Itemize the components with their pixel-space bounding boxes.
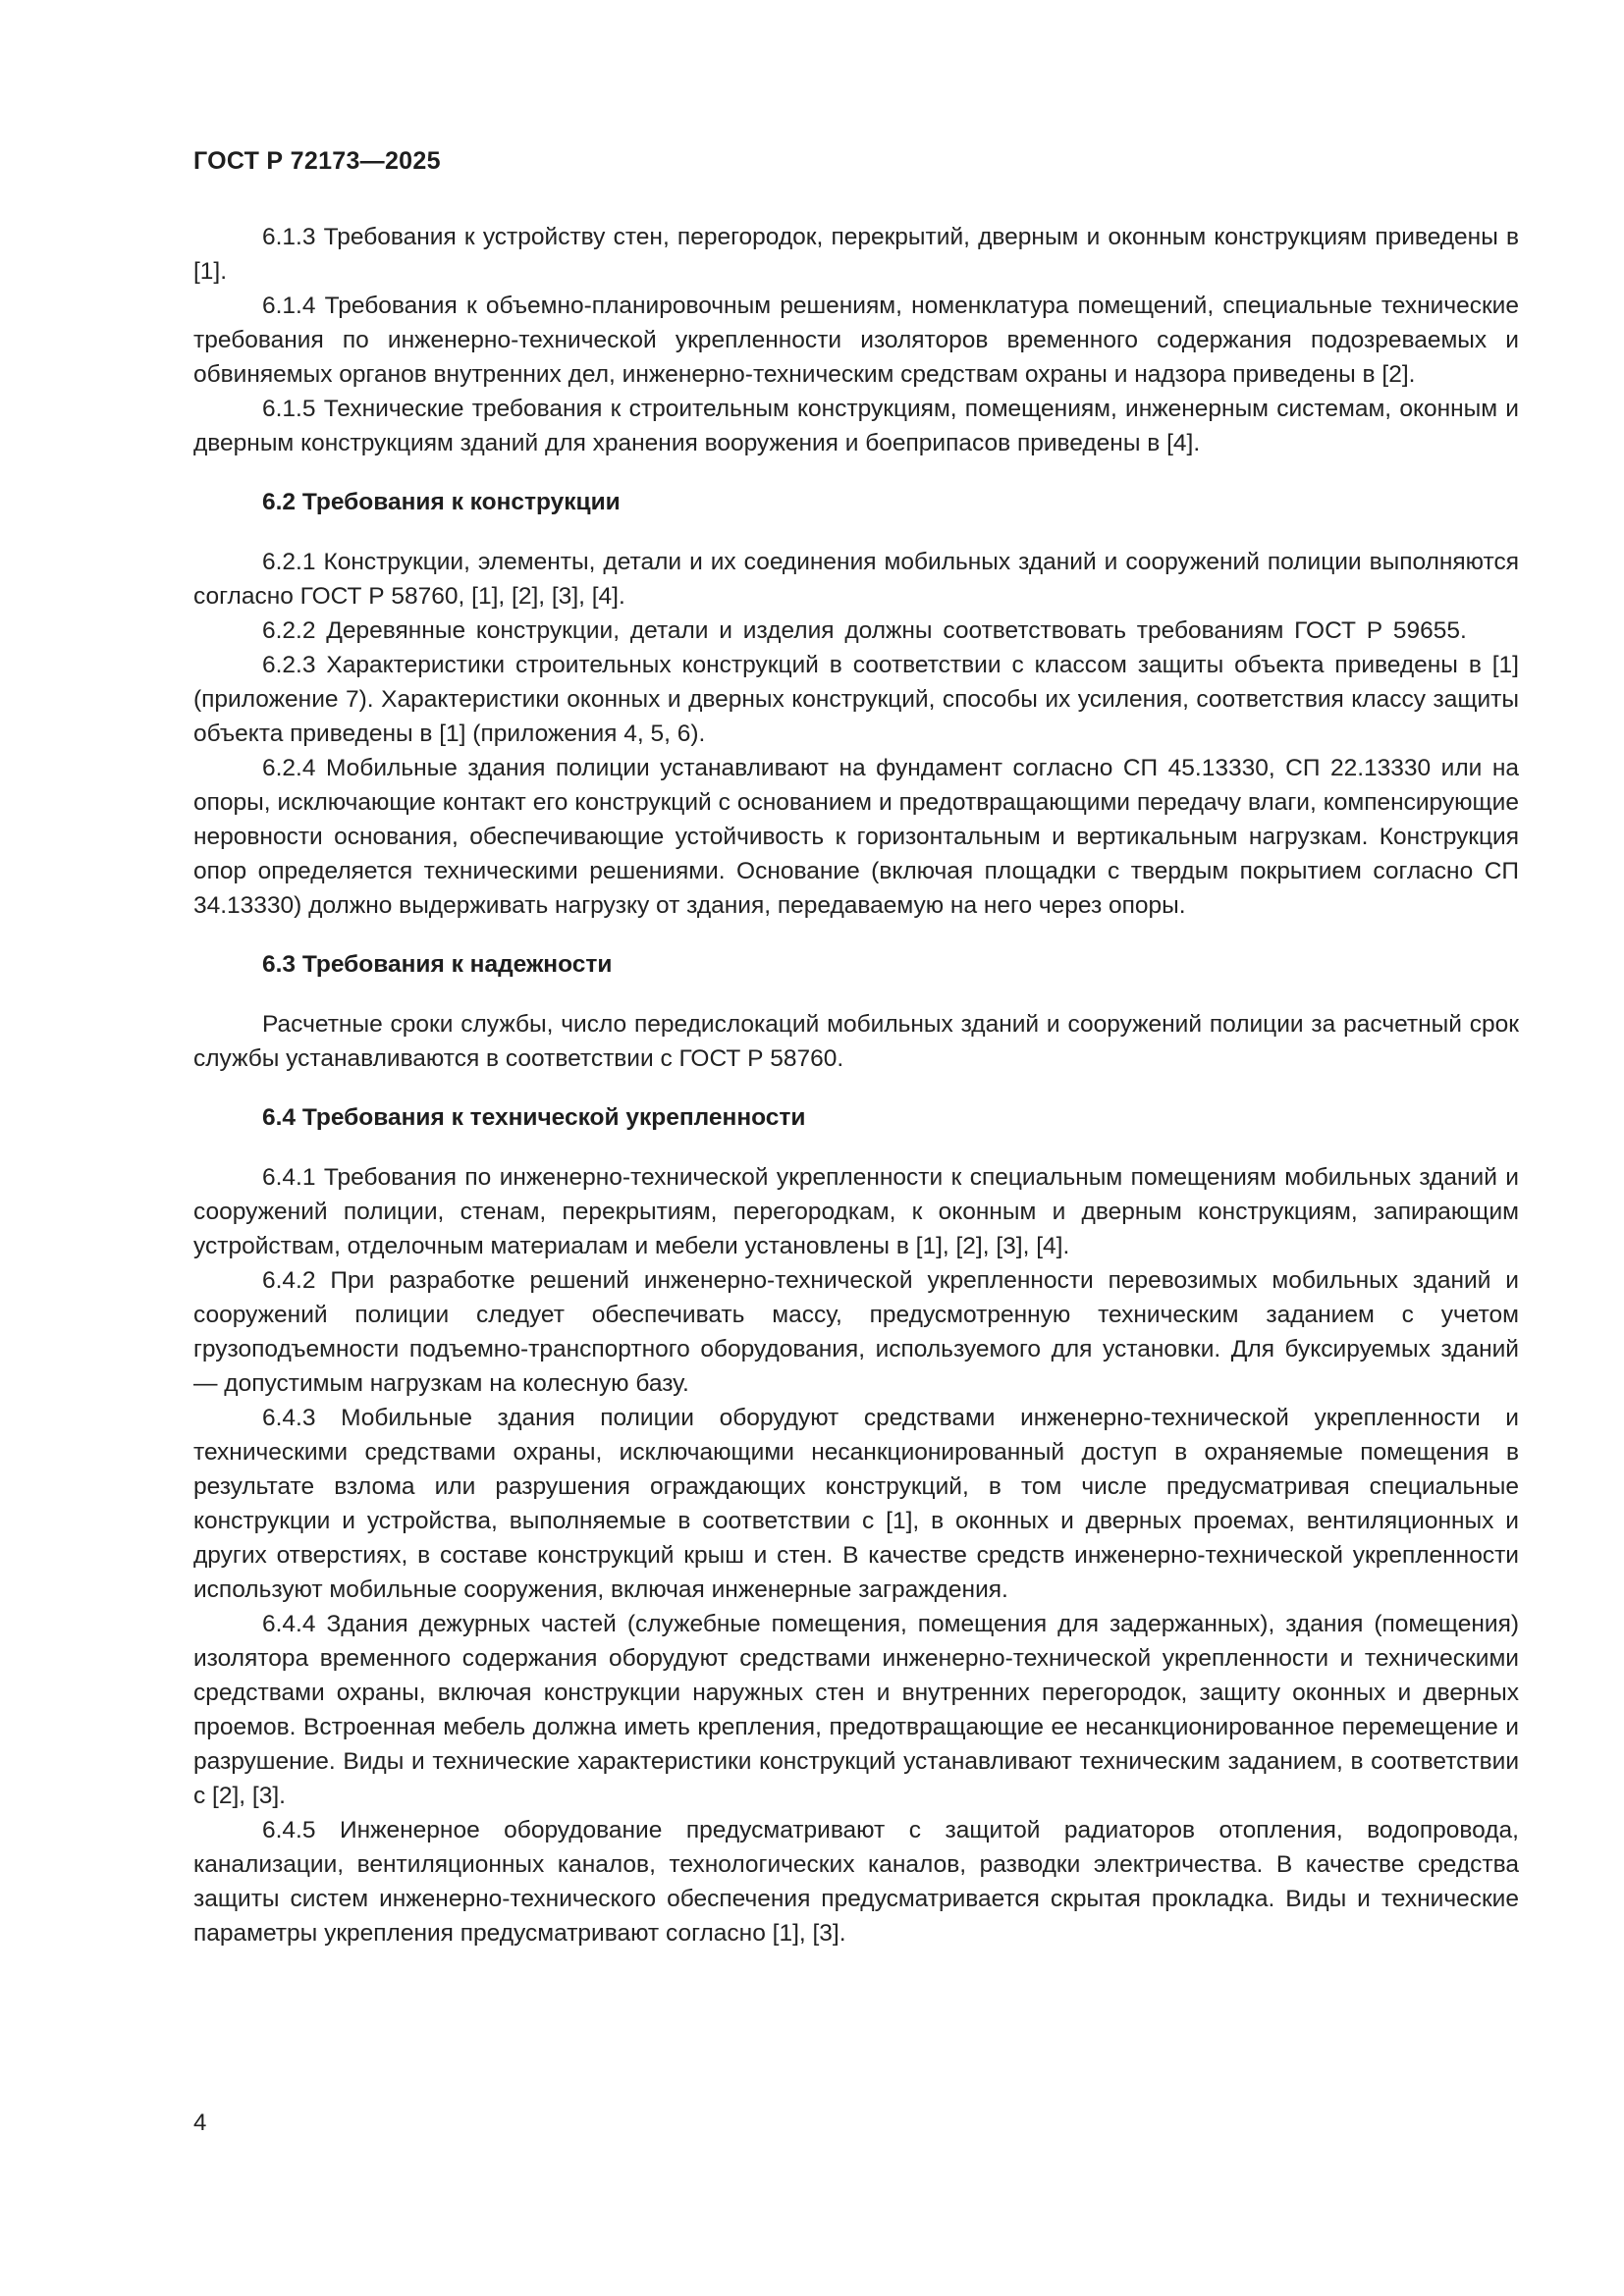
- section-heading-6-2: 6.2 Требования к конструкции: [262, 489, 621, 515]
- document-code-header: ГОСТ Р 72173—2025: [193, 147, 441, 175]
- paragraph-6-4-4: 6.4.4 Здания дежурных частей (служебные помещения, помещения для задержанных), здания (помещения) изолятора временного содержания оборудуют средствами инженерно-технической укрепленности и техническими средствами охраны, включая конструкции наружных стен и внутренних перегородок, защиту оконных и дверных проемов. Встроенная мебель должна иметь крепления, предотвращающие ее несанкционированное перемещение и разрушение. Виды и технические характеристики конструкций устанавливают техническим заданием, в соответствии с [2], [3].: [193, 1611, 1519, 1809]
- section-heading-6-4: 6.4 Требования к технической укрепленности: [262, 1104, 806, 1131]
- paragraph-6-1-5: 6.1.5 Технические требования к строительным конструкциям, помещениям, инженерным системам, оконным и дверным конструкциям зданий для хранения вооружения и боеприпасов приведены в [4].: [193, 396, 1519, 456]
- paragraph-6-4-1: 6.4.1 Требования по инженерно-технической укрепленности к специальным помещениям мобильных зданий и сооружений полиции, стенам, перекрытиям, перегородкам, к оконным и дверным конструкциям, запирающим устройствам, отделочным материалам и мебели установлены в [1], [2], [3], [4].: [193, 1164, 1519, 1259]
- paragraph-6-4-2: 6.4.2 При разработке решений инженерно-технической укрепленности перевозимых мобильных зданий и сооружений полиции следует обеспечивать массу, предусмотренную техническим заданием с учетом грузоподъемности подъемно-транспортного оборудования, используемого для установки. Для буксируемых зданий — допустимым нагрузкам на колесную базу.: [193, 1267, 1519, 1397]
- paragraph-6-3: Расчетные сроки службы, число передислокаций мобильных зданий и сооружений полиции за расчетный срок службы устанавливаются в соответствии с ГОСТ Р 58760.: [193, 1011, 1519, 1072]
- paragraph-6-1-3: 6.1.3 Требования к устройству стен, перегородок, перекрытий, дверным и оконным конструкциям приведены в [1].: [193, 224, 1519, 285]
- paragraph-6-1-4: 6.1.4 Требования к объемно-планировочным решениям, номенклатура помещений, специальные технические требования по инженерно-технической укрепленности изоляторов временного содержания подозреваемых и обвиняемых органов внутренних дел, инженерно-техническим средствам охраны и надзора приведены в [2].: [193, 293, 1519, 388]
- document-body: [193, 220, 1519, 1950]
- paragraph-6-2-4: 6.2.4 Мобильные здания полиции устанавливают на фундамент согласно СП 45.13330, СП 22.13330 или на опоры, исключающие контакт его конструкций с основанием и предотвращающими передачу влаги, компенсирующие неровности основания, обеспечивающие устойчивость к горизонтальным и вертикальным нагрузкам. Конструкция опор определяется техническими решениями. Основание (включая площадки с твердым покрытием согласно СП 34.13330) должно выдерживать нагрузку от здания, передаваемую на него через опоры.: [193, 755, 1519, 919]
- paragraph-6-2-2: 6.2.2 Деревянные конструкции, детали и изделия должны соответствовать требованиям ГОСТ Р 59655.: [262, 617, 1467, 644]
- page-number: 4: [193, 2109, 207, 2136]
- section-heading-6-3: 6.3 Требования к надежности: [262, 951, 613, 978]
- paragraph-6-4-3: 6.4.3 Мобильные здания полиции оборудуют средствами инженерно-технической укрепленности и техническими средствами охраны, исключающими несанкционированный доступ в охраняемые помещения в результате взлома или разрушения ограждающих конструкций, в том числе предусматривая специальные конструкции и устройства, выполняемые в соответствии с [1], в оконных и дверных проемах, вентиляционных и других отверстиях, в составе конструкций крыш и стен. В качестве средств инженерно-технической укрепленности используют мобильные сооружения, включая инженерные заграждения.: [193, 1405, 1519, 1603]
- paragraph-6-2-1: 6.2.1 Конструкции, элементы, детали и их соединения мобильных зданий и сооружений полиции выполняются согласно ГОСТ Р 58760, [1], [2], [3], [4].: [193, 549, 1519, 610]
- paragraph-6-4-5: 6.4.5 Инженерное оборудование предусматривают с защитой радиаторов отопления, водопровода, канализации, вентиляционных каналов, технологических каналов, разводки электричества. В качестве средства защиты систем инженерно-технического обеспечения предусматривается скрытая прокладка. Виды и технические параметры укрепления предусматривают согласно [1], [3].: [193, 1817, 1519, 1947]
- paragraph-6-2-3: 6.2.3 Характеристики строительных конструкций в соответствии с классом защиты объекта приведены в [1] (приложение 7). Характеристики оконных и дверных конструкций, способы их усиления, соответствия классу защиты объекта приведены в [1] (приложения 4, 5, 6).: [193, 652, 1519, 747]
